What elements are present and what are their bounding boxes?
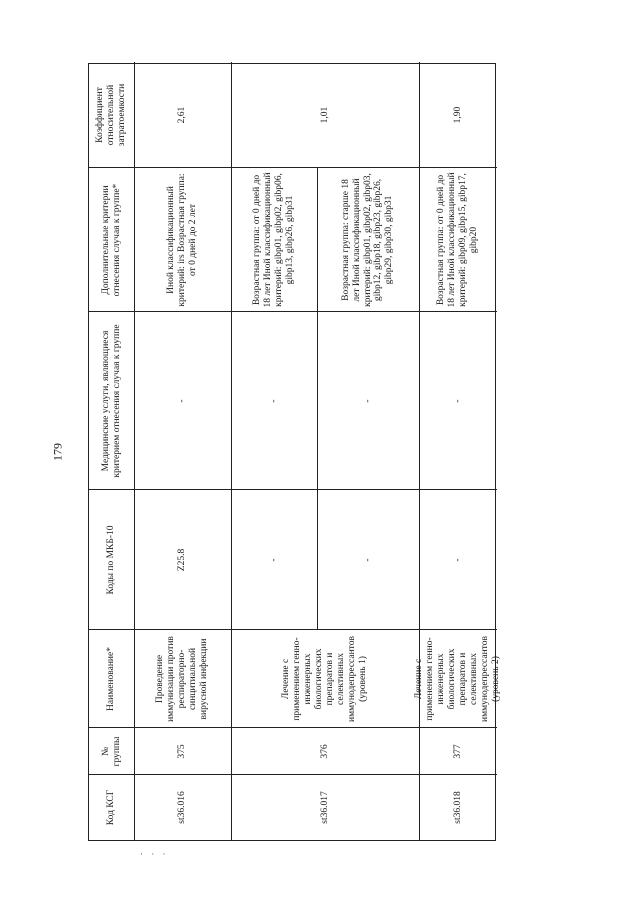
header-name: Наименование* bbox=[106, 647, 117, 711]
header-services: Медицинские услуги, являющиеся критерием отнесения случая к группе bbox=[100, 324, 122, 478]
table-wrapper bbox=[88, 63, 501, 841]
row1-code: st36.016 bbox=[177, 791, 188, 824]
row3-extra: Возрастная группа: от 0 дней до 18 лет Иной классификационный критерий: gibp09, gibp15, gibp17, gibp20 bbox=[436, 172, 479, 308]
header-group-no: № группы bbox=[100, 736, 122, 767]
header-mkb: Коды по МКБ-10 bbox=[106, 525, 117, 595]
row2b-services: - bbox=[362, 399, 373, 403]
page-number: 179 bbox=[50, 443, 65, 461]
row3-name: Лечение с применением генно-инженерных биологических препаратов и селективных иммунодепрессантов (уровень 2) bbox=[414, 636, 501, 722]
row2a-mkb: - bbox=[268, 558, 279, 562]
row3-group-no: 377 bbox=[452, 744, 463, 759]
row2-name: Лечение с применением генно-инженерных биологических препаратов и селективных иммунодепрессантов (уровень 1) bbox=[281, 636, 368, 722]
header-extra: Дополнительные критерии отнесения случая к группе* bbox=[100, 183, 122, 297]
row2-coef: 1,01 bbox=[319, 106, 330, 124]
row1-group-no: 375 bbox=[177, 744, 188, 759]
row3-services: - bbox=[452, 399, 463, 403]
header-code: Код КСГ bbox=[106, 789, 117, 826]
row1-coef: 2,61 bbox=[177, 106, 188, 124]
row3-code: st36.018 bbox=[452, 791, 463, 824]
row2b-extra: Возрастная группа: старше 18 лет Иной классификационный критерий: gibp01, gibp02, gibp03, gibp12, gibp18, gibp23, gibp26, gibp29, gibp30, gibp31 bbox=[340, 173, 395, 307]
row2a-services: - bbox=[268, 399, 279, 403]
row2-code: st36.017 bbox=[319, 791, 330, 824]
header-coef: Коэффициент относительной затратоемкости bbox=[95, 83, 127, 147]
stray-marks: · · · bbox=[140, 849, 169, 859]
row1-name: Проведение иммунизации против респираторно-синцитиальной вирусной инфекции bbox=[155, 636, 209, 722]
row2b-mkb: - bbox=[362, 558, 373, 562]
row2a-extra: Возрастная группа: от 0 дней до 18 лет Иной классификационный критерий: gibp01, gibp02, gibp06, gibp13, gibp26, gibp31 bbox=[252, 172, 295, 308]
row1-services: - bbox=[177, 399, 188, 403]
row2-group-no: 376 bbox=[319, 744, 330, 759]
ksg-table bbox=[88, 63, 501, 841]
row3-coef: 1,90 bbox=[452, 106, 463, 124]
row3-mkb: - bbox=[452, 558, 463, 562]
row1-mkb: Z25.8 bbox=[177, 548, 188, 572]
row1-extra: Иной классификационный критерий: irs Возрастная группа: от 0 дней до 2 лет bbox=[166, 173, 198, 307]
